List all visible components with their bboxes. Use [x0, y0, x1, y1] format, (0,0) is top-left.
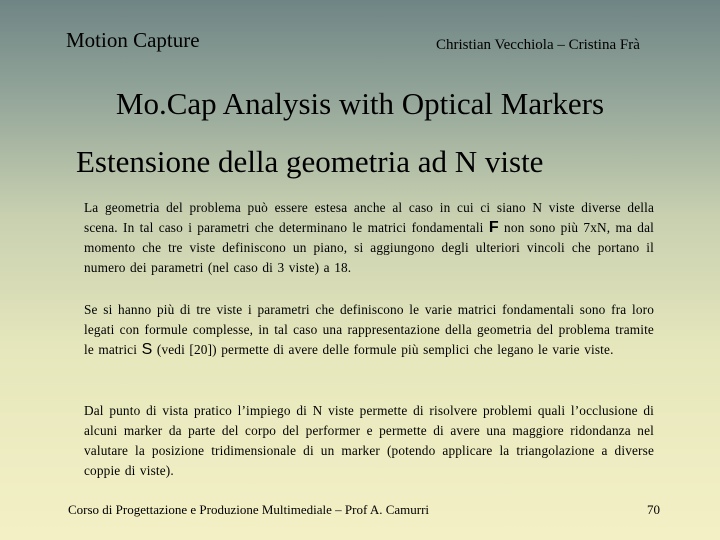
slide-subtitle: Estensione della geometria ad N viste — [76, 144, 544, 179]
paragraph-3: Dal punto di vista pratico l’impiego di N viste permette di risolvere problemi quali l’occlusione di alcuni marker da parte del corpo del performer e permette di avere una maggiore ridondanza nel valutare la posizione tridimensionale di un marker (potendo applicare la triangolazione a diverse coppie di viste). — [84, 403, 654, 478]
matrix-s-symbol: S — [141, 341, 153, 358]
paragraph-2-text-a: Se si hanno più di tre viste i parametri che definiscono le varie matrici fondamentali sono fra loro legati con formule complesse, in tal caso una rappresentazione della geometria del problema tramite le matrici — [84, 302, 654, 357]
paragraph-1-text-a: La geometria del problema può essere estesa anche al caso in cui ci siano N viste diverse della scena. In tal caso i parametri che determinano le matrici fondamentali — [84, 200, 654, 235]
paragraph-2-text-b: (vedi [20]) permette di avere delle formule più semplici che legano le varie viste. — [152, 342, 614, 357]
footer-course: Corso di Progettazione e Produzione Multimediale – Prof A. Camurri — [68, 502, 430, 517]
paragraph-2 — [84, 300, 654, 360]
header-authors: Christian Vecchiola – Cristina Frà — [436, 37, 640, 53]
slide-title: Mo.Cap Analysis with Optical Markers — [115, 86, 605, 121]
paragraph-1 — [84, 198, 654, 278]
header-topic: Motion Capture — [66, 28, 200, 52]
matrix-f-symbol: F — [488, 219, 499, 236]
paragraph-1-text-b: non sono più 7xN, ma dal momento che tre viste definiscono un piano, si aggiungono degli ulteriori vincoli che portano il numero dei parametri (nel caso di 3 viste) a 18. — [84, 220, 655, 275]
page-number: 70 — [647, 502, 660, 517]
